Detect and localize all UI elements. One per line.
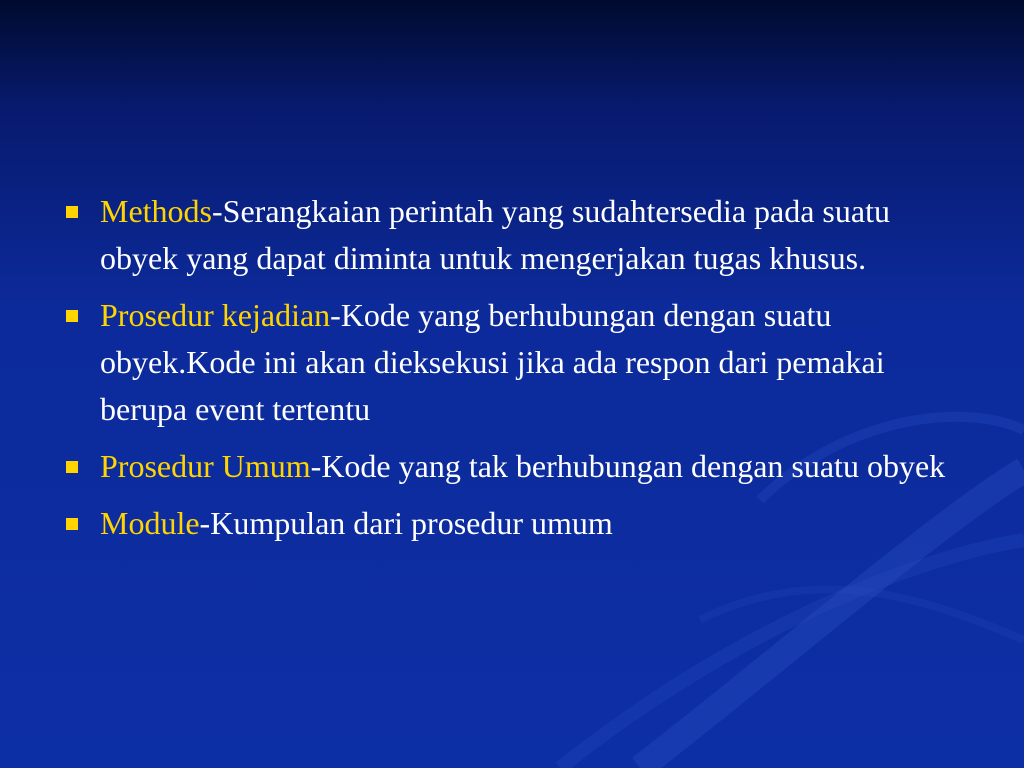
bullet-item-prosedur-umum bbox=[60, 443, 970, 490]
bullet-term: Module bbox=[100, 505, 200, 541]
square-bullet-icon bbox=[66, 310, 78, 322]
bullet-list bbox=[60, 188, 970, 557]
bullet-term: Prosedur Umum bbox=[100, 448, 311, 484]
square-bullet-icon bbox=[66, 206, 78, 218]
bullet-item-module bbox=[60, 500, 970, 547]
bullet-description: -Serangkaian perintah yang sudahtersedia pada suatu obyek yang dapat diminta untuk mengerjakan tugas khusus. bbox=[100, 193, 890, 276]
bullet-item-methods bbox=[60, 188, 970, 282]
bullet-term: Methods bbox=[100, 193, 212, 229]
bullet-description: -Kode yang berhubungan dengan suatu obyek.Kode ini akan dieksekusi jika ada respon dari pemakai berupa event tertentu bbox=[100, 297, 885, 427]
bullet-description: -Kumpulan dari prosedur umum bbox=[199, 505, 613, 541]
bullet-description: -Kode yang tak berhubungan dengan suatu obyek bbox=[310, 448, 946, 484]
bullet-term: Prosedur kejadian bbox=[100, 297, 331, 333]
square-bullet-icon bbox=[66, 461, 78, 473]
square-bullet-icon bbox=[66, 518, 78, 530]
bullet-item-prosedur-kejadian bbox=[60, 292, 970, 433]
